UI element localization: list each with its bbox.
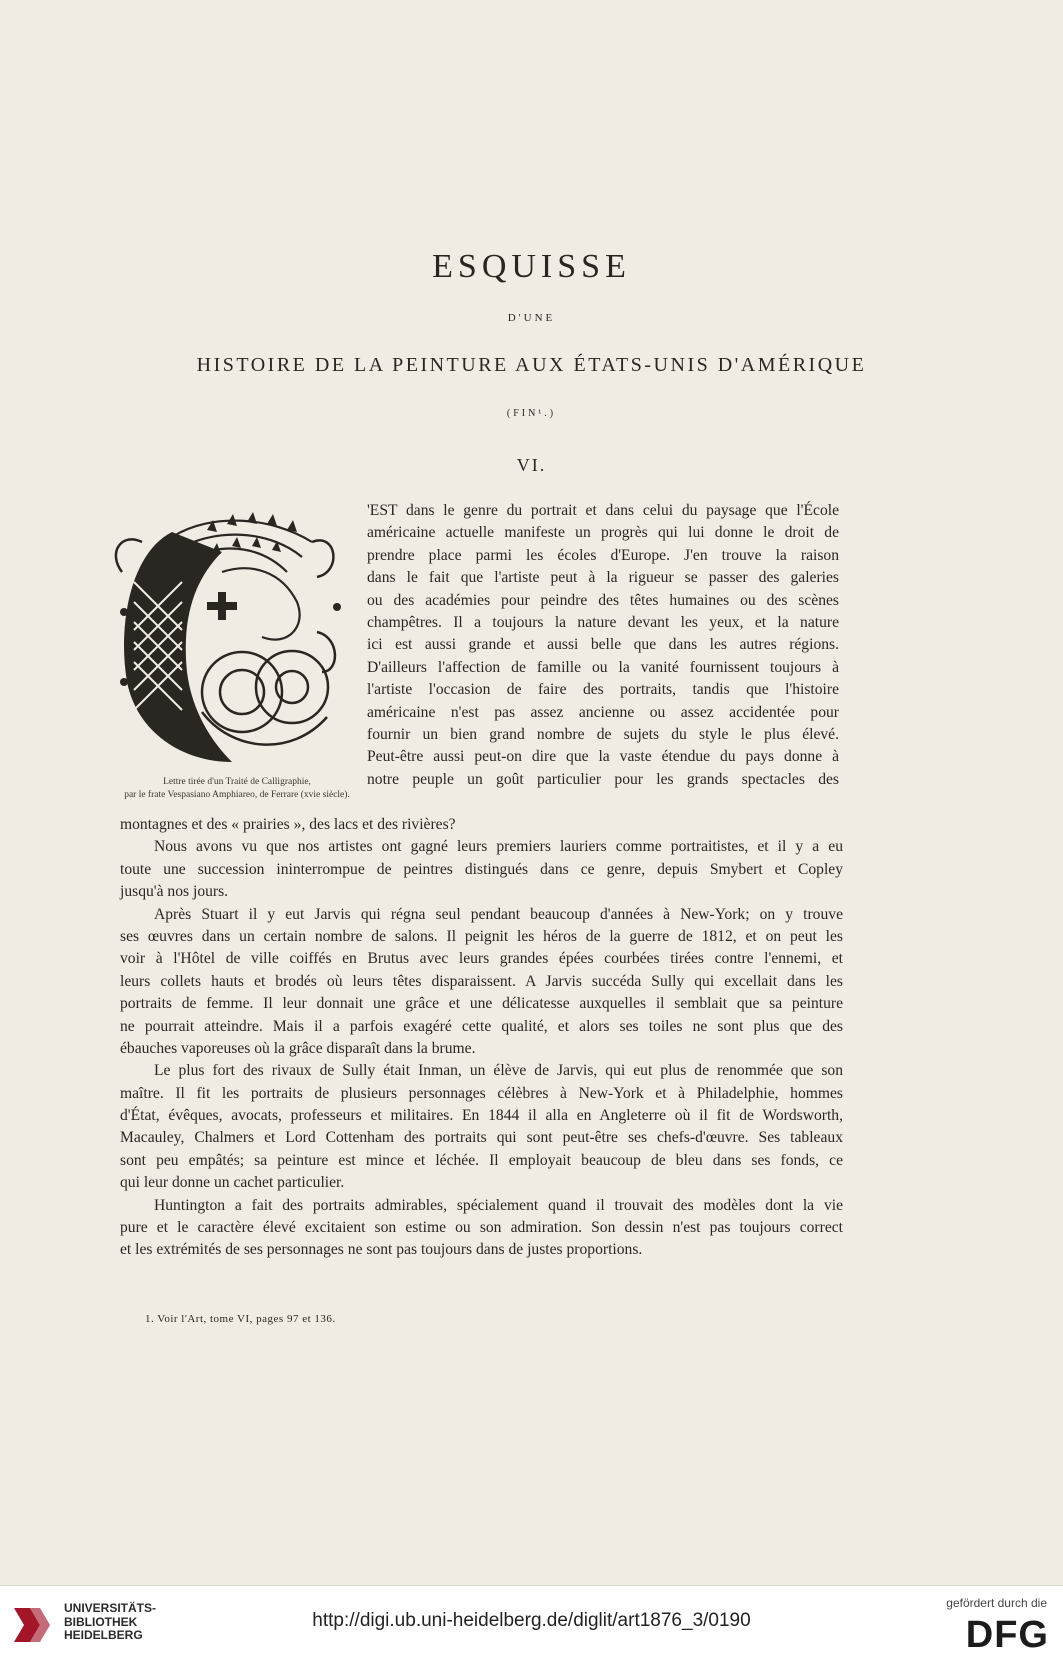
text-line: américaine n'est pas assez ancienne ou assez accidentée pour bbox=[367, 703, 839, 721]
text-line: portraits de femme. Il leur donnait une grâce et une délicatesse auxquelles il semblait que sa peinture bbox=[120, 995, 843, 1013]
text-line: 'EST dans le genre du portrait et dans celui du paysage que l'École bbox=[367, 502, 839, 519]
initial-caption bbox=[112, 776, 362, 802]
text-line: ne pourrait atteindre. Mais il a parfois exagéré cette qualité, et alors ses toiles ne sont plus que des bbox=[120, 1017, 843, 1035]
decorated-initial-c bbox=[112, 512, 344, 772]
text-line: D'ailleurs l'affection de famille ou la vanité fournissent toujours à bbox=[367, 658, 839, 676]
caption-line-2: par le frate Vespasiano Amphiareo, de Ferrare (xvie siècle). bbox=[124, 790, 350, 800]
text-line: qui leur donne un cachet particulier. bbox=[120, 1174, 345, 1192]
text-line: pure et le caractère élevé excitaient son estime ou son admiration. Son dessin n'est pas toujours correct bbox=[120, 1219, 843, 1237]
permalink-url[interactable]: http://digi.ub.uni-heidelberg.de/diglit/art1876_3/0190 bbox=[312, 1610, 751, 1631]
text-line: ébauches vaporeuses où la grâce disparaît dans la brume. bbox=[120, 1039, 476, 1057]
article-subtitle: HISTOIRE DE LA PEINTURE AUX ÉTATS-UNIS D'AMÉRIQUE bbox=[196, 354, 867, 376]
text-line: Peut-être aussi peut-on dire que la vaste étendue du pays donne à bbox=[367, 748, 839, 766]
wrapped-paragraph bbox=[367, 500, 839, 791]
funded-by-label: gefördert durch die bbox=[946, 1596, 1047, 1610]
text-line: Macauley, Chalmers et Lord Cottenham des portraits qui sont peut-être ses chefs-d'œuvre. Ses tableaux bbox=[120, 1129, 843, 1147]
text-line: montagnes et des « prairies », des lacs et des rivières? bbox=[120, 816, 456, 833]
viewer-footer bbox=[0, 1585, 1063, 1662]
text-line: maître. Il fit les portraits de plusieurs personnages célèbres à New-York et à Philadelphie, hommes bbox=[120, 1084, 843, 1102]
text-line: prendre place parmi les écoles d'Europe. J'en trouve la raison bbox=[367, 546, 839, 564]
footnote: 1. Voir l'Art, tome VI, pages 97 et 136. bbox=[145, 1313, 336, 1325]
text-line: ici est aussi grande et aussi belle que dans les autres régions. bbox=[367, 636, 839, 654]
text-line: fournir un bien grand nombre de sujets du style le plus élevé. bbox=[367, 725, 839, 743]
body-text bbox=[120, 814, 843, 1262]
text-line: toute une succession ininterrompue de peintres distingués dans ce genre, depuis Smybert et Copley bbox=[120, 860, 843, 878]
text-line: américaine actuelle manifeste un progrès qui lui donne le droit de bbox=[367, 524, 839, 542]
dfg-logo[interactable]: DFG bbox=[965, 1614, 1049, 1656]
text-line: l'artiste l'occasion de faire des portraits, tandis que l'histoire bbox=[367, 681, 839, 699]
logo-line-1: UNIVERSITÄTS- bbox=[64, 1601, 157, 1615]
caption-line-1: Lettre tirée d'un Traité de Calligraphie, bbox=[163, 777, 311, 787]
text-line: Après Stuart il y eut Jarvis qui régna seul pendant beaucoup d'années à New-York; on y trouve bbox=[154, 905, 843, 923]
logo-line-3: HEIDELBERG bbox=[64, 1628, 143, 1642]
text-line: leurs collets hauts et brodés où leurs têtes disparaissent. A Jarvis succéda Sully qui excellait dans les bbox=[120, 972, 843, 990]
text-line: et les extrémités de ses personnages ne sont pas toujours dans de justes proportions. bbox=[120, 1241, 643, 1259]
text-line: d'État, évêques, avocats, professeurs et militaires. En 1844 il alla en Angleterre où il fit de Wordsworth, bbox=[120, 1107, 843, 1125]
text-line: voir à l'Hôtel de ville coiffés en Brutus avec leurs grandes épées courbées tirées contre l'ennemi, et bbox=[120, 950, 843, 968]
text-line: ou des académies pour peindre des têtes humaines ou des scènes bbox=[367, 591, 839, 609]
text-line: jusqu'à nos jours. bbox=[120, 883, 229, 901]
text-line: Le plus fort des rivaux de Sully était Inman, un élève de Jarvis, qui eut plus de renommée que son bbox=[154, 1062, 843, 1080]
text-line: Nous avons vu que nos artistes ont gagné leurs premiers lauriers comme portraitistes, et il y a eu bbox=[154, 838, 843, 856]
text-line: ses œuvres dans un certain nombre de salons. Il peignit les héros de la guerre de 1812, et on peut les bbox=[120, 927, 843, 945]
text-line: Huntington a fait des portraits admirables, spécialement quand il trouvait des modèles dont la vie bbox=[154, 1196, 843, 1214]
text-line: notre peuple un goût particulier pour les grands spectacles des bbox=[367, 770, 839, 788]
article-fin: (FIN¹.) bbox=[506, 408, 557, 419]
text-line: champêtres. Il a toujours la nature devant les yeux, et la nature bbox=[367, 613, 839, 631]
text-line: sont peu empâtés; sa peinture est mince et léchée. Il employait beaucoup de bleu dans ses fonds, ce bbox=[120, 1151, 843, 1169]
section-number: VI. bbox=[516, 455, 547, 475]
article-dune: D'UNE bbox=[507, 312, 556, 324]
text-line: dans le fait que l'artiste peut à la rigueur se passer des galeries bbox=[367, 569, 839, 587]
article-title: ESQUISSE bbox=[432, 248, 631, 285]
logo-line-2: BIBLIOTHEK bbox=[64, 1614, 138, 1629]
